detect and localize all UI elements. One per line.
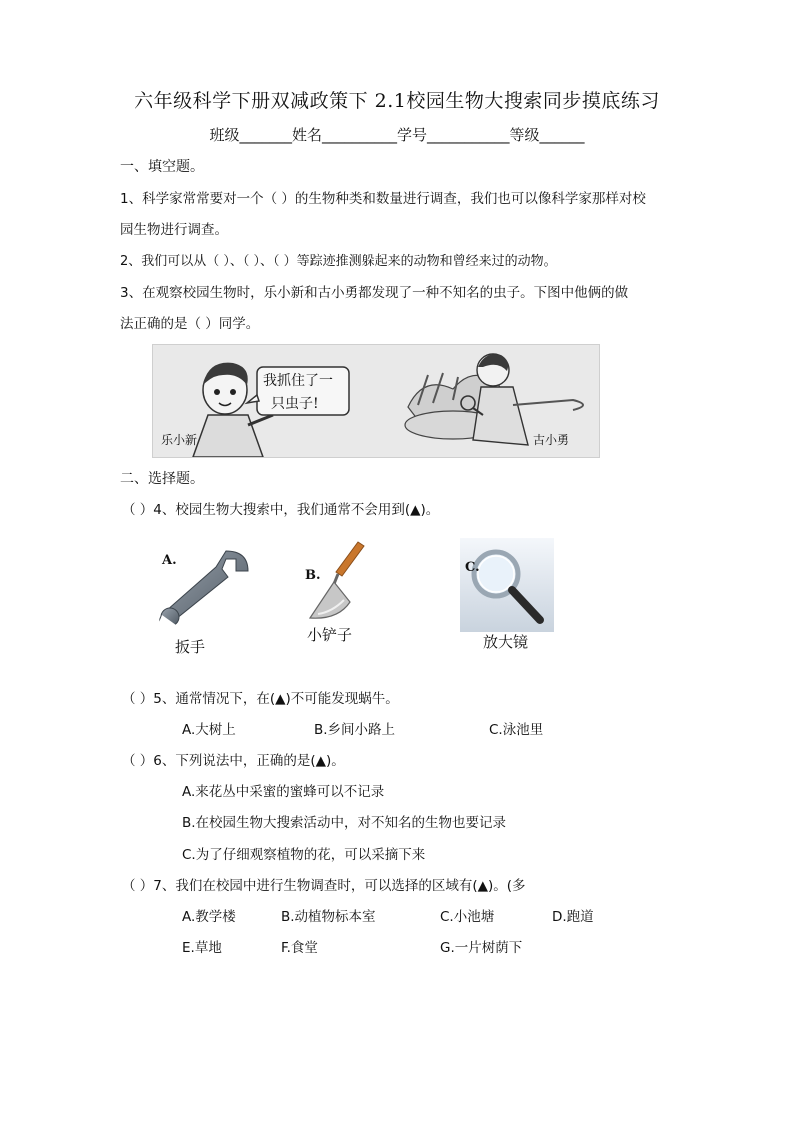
trowel-icon	[298, 538, 368, 622]
question-3-line2: 法正确的是（ ）同学。	[120, 316, 260, 332]
question-6: （ ）6、下列说法中，正确的是(▲)。	[122, 753, 345, 769]
q5-option-c: C.泳池里	[489, 722, 544, 738]
q7-option-f: F.食堂	[281, 940, 318, 956]
question-7: （ ）7、我们在校园中进行生物调查时，可以选择的区域有(▲)。(多	[122, 878, 526, 894]
question-3-illustration	[152, 344, 600, 458]
question-1-line1: 1、科学家常常要对一个（ ）的生物种类和数量进行调查，我们也可以像科学家那样对校	[120, 191, 646, 207]
question-5: （ ）5、通常情况下，在(▲)不可能发现蜗牛。	[122, 691, 399, 707]
q6-option-b: B.在校园生物大搜索活动中，对不知名的生物也要记录	[182, 815, 507, 831]
option-a-label: 扳手	[175, 638, 206, 656]
wrench-icon	[156, 545, 252, 633]
q7-option-g: G.一片树荫下	[440, 940, 523, 956]
q7-option-e: E.草地	[182, 940, 222, 956]
speech-bubble-line2: 只虫子!	[271, 396, 319, 412]
name-label-right: 古小勇	[533, 433, 570, 447]
magnifier-icon	[460, 538, 554, 632]
option-a-letter: A.	[162, 553, 177, 568]
name-label-left: 乐小新	[161, 433, 198, 447]
student-info-line: 班级_______姓名__________学号___________等级______	[209, 126, 585, 144]
question-2: 2、我们可以从（ ）、（ ）、（ ）等踪迹推测躲起来的动物和曾经来过的动物。	[120, 254, 557, 269]
speech-bubble-line1: 我抓住了一	[263, 373, 333, 389]
option-b-letter: B.	[305, 568, 321, 583]
q5-option-b: B.乡间小路上	[314, 722, 396, 738]
q5-option-a: A.大树上	[182, 722, 236, 738]
section1-heading: 一、填空题。	[120, 159, 204, 175]
section2-heading: 二、选择题。	[120, 471, 204, 487]
q7-option-d: D.跑道	[552, 909, 594, 925]
q6-option-a: A.来花丛中采蜜的蜜蜂可以不记录	[182, 784, 385, 800]
question-1-line2: 园生物进行调查。	[120, 222, 228, 238]
option-c-letter: C.	[465, 560, 480, 575]
q7-option-b: B.动植物标本室	[281, 909, 376, 925]
question-3-line1: 3、在观察校园生物时，乐小新和古小勇都发现了一种不知名的虫子。下图中他俩的做	[120, 285, 629, 301]
q7-option-a: A.教学楼	[182, 909, 236, 925]
option-b-label: 小铲子	[307, 626, 353, 644]
q7-option-c: C.小池塘	[440, 909, 495, 925]
q6-option-c: C.为了仔细观察植物的花，可以采摘下来	[182, 847, 426, 863]
page-title: 六年级科学下册双减政策下 2.1校园生物大搜索同步摸底练习	[134, 90, 660, 112]
option-c-label: 放大镜	[483, 633, 529, 651]
question-4: （ ）4、校园生物大搜索中，我们通常不会用到(▲)。	[122, 502, 440, 518]
